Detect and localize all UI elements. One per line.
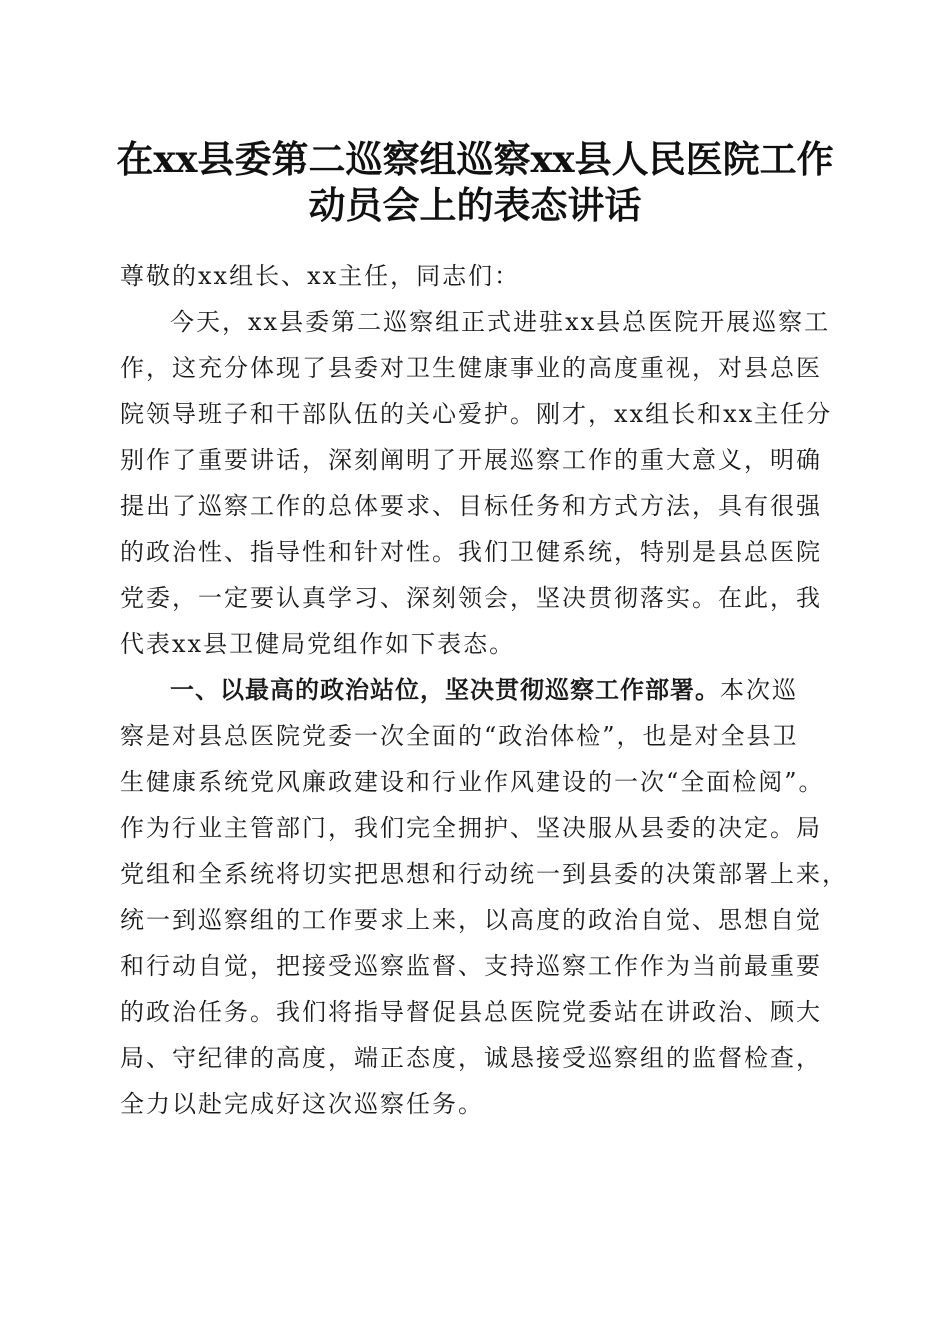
paragraph-2-line: 察是对县总医院党委一次全面的“政治体检”，也是对全县卫 — [120, 722, 799, 750]
paragraph-1-line: 代表xx县卫健局党组作如下表态。 — [120, 630, 516, 658]
paragraph-1-line: 院领导班子和干部队伍的关心爱护。刚才，xx组长和xx主任分 — [120, 400, 833, 428]
document-title-line-1: 在xx县委第二巡察组巡察xx县人民医院工作 — [116, 137, 834, 181]
paragraph-2-line: 全力以赴完成好这次巡察任务。 — [120, 1090, 484, 1118]
section-heading-1: 一、以最高的政治站位，坚决贯彻巡察工作部署。 — [170, 675, 720, 704]
paragraph-2-line: 统一到巡察组的工作要求上来，以高度的政治自觉、思想自觉 — [120, 906, 822, 934]
paragraph-2-first-line-rest: 本次巡 — [720, 676, 798, 704]
paragraph-1-line: 党委，一定要认真学习、深刻领会，坚决贯彻落实。在此，我 — [120, 584, 822, 612]
paragraph-2-first-line — [120, 667, 835, 713]
paragraph-1-line: 作，这充分体现了县委对卫生健康事业的高度重视，对县总医 — [120, 354, 822, 382]
paragraph-2-line: 局、守纪律的高度，端正态度，诚恳接受巡察组的监督检查， — [120, 1044, 822, 1072]
paragraph-1-line: 的政治性、指导性和针对性。我们卫健系统，特别是县总医院 — [120, 538, 822, 566]
paragraph-2-line: 和行动自觉，把接受巡察监督、支持巡察工作作为当前最重要 — [120, 952, 822, 980]
paragraph-1-line: 提出了巡察工作的总体要求、目标任务和方式方法，具有很强 — [120, 492, 822, 520]
paragraph-2-line: 党组和全系统将切实把思想和行动统一到县委的决策部署上来， — [120, 860, 848, 888]
paragraph-1-line: 今天，xx县委第二巡察组正式进驻xx县总医院开展巡察工 — [170, 308, 831, 336]
paragraph-2-line: 作为行业主管部门，我们完全拥护、坚决服从县委的决定。局 — [120, 814, 822, 842]
document-body — [120, 253, 848, 1127]
paragraph-2-line: 生健康系统党风廉政建设和行业作风建设的一次“全面检阅”。 — [120, 768, 825, 796]
salutation: 尊敬的xx组长、xx主任，同志们： — [120, 262, 521, 290]
document-title-line-2: 动员会上的表态讲话 — [308, 183, 642, 227]
paragraph-2-line: 的政治任务。我们将指导督促县总医院党委站在讲政治、顾大 — [120, 998, 822, 1026]
paragraph-1-line: 别作了重要讲话，深刻阐明了开展巡察工作的重大意义，明确 — [120, 446, 822, 474]
